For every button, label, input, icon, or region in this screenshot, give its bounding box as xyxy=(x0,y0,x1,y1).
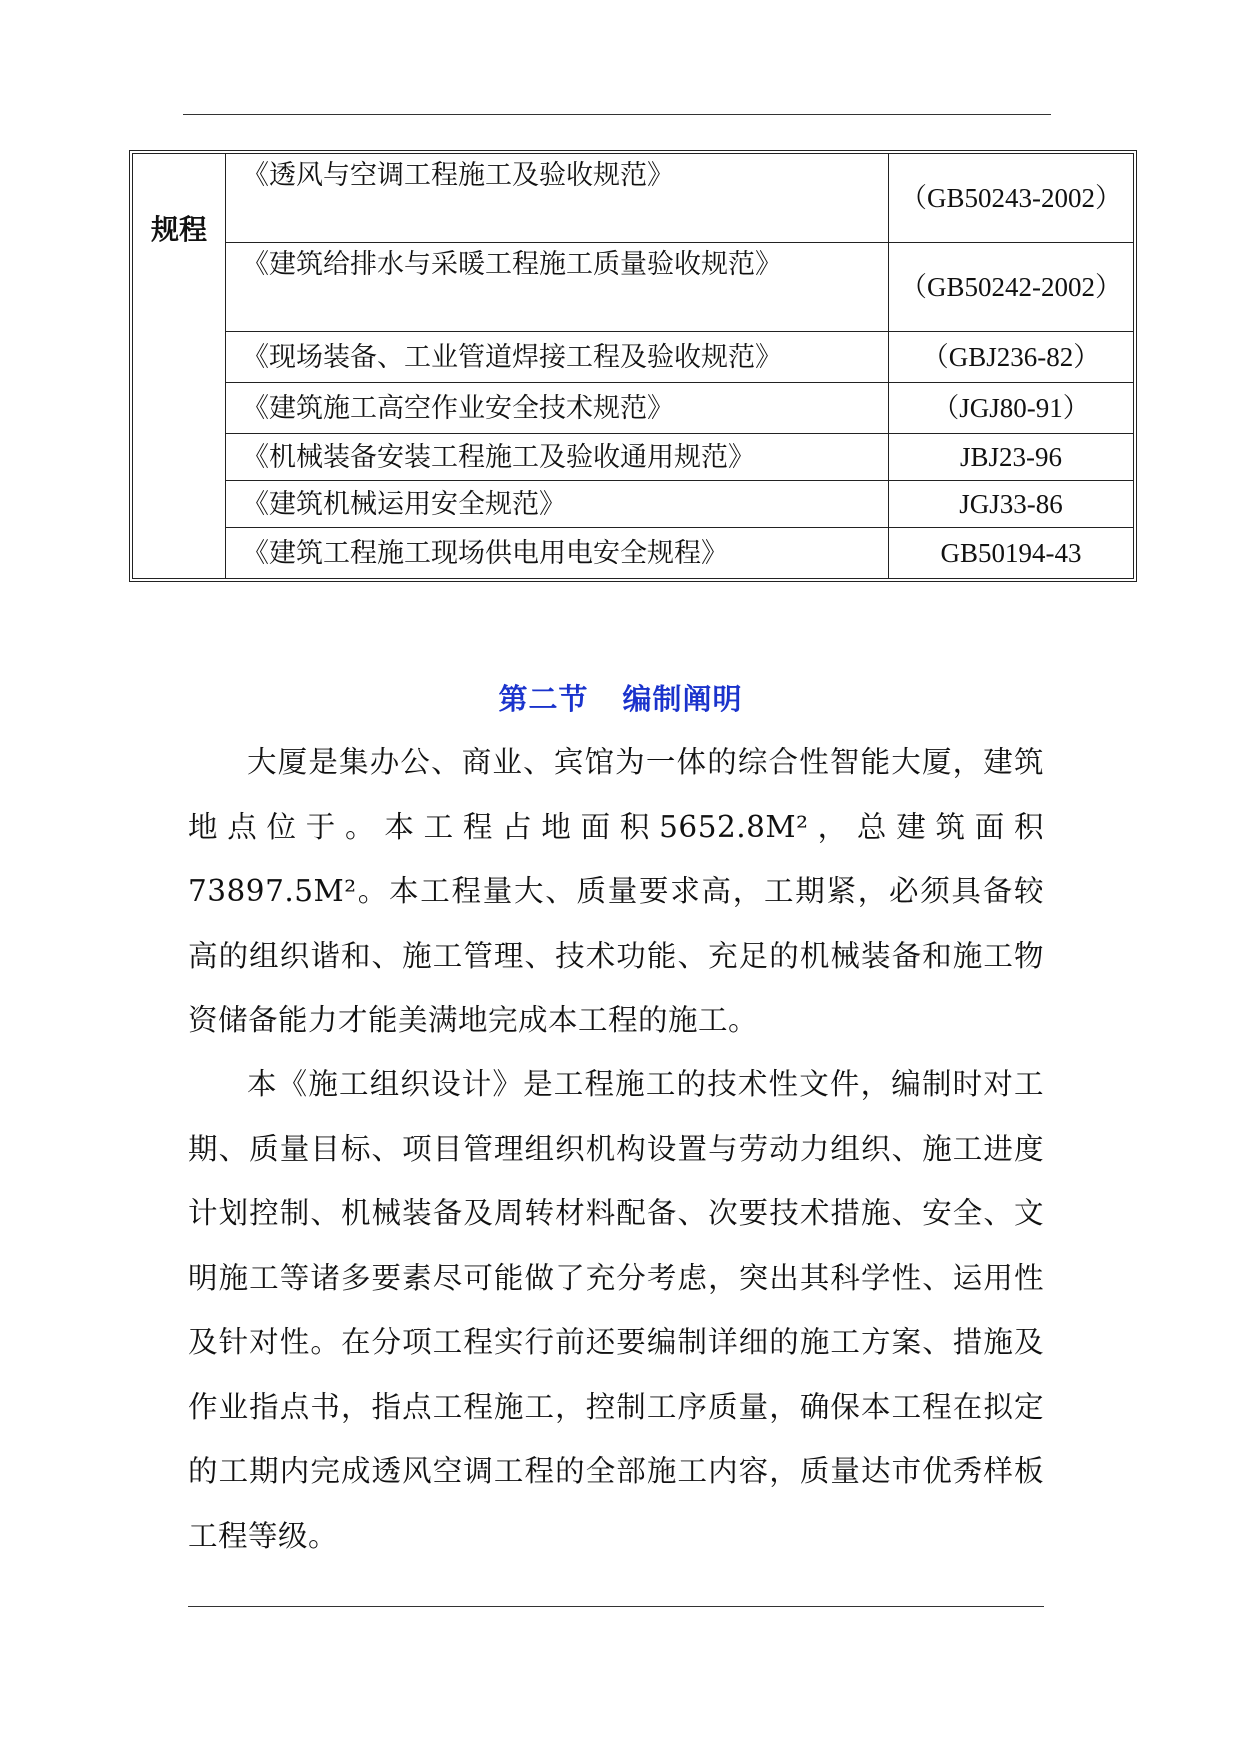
standard-code: JBJ23-96 xyxy=(889,434,1134,481)
section-title: 编制阐明 xyxy=(622,682,743,716)
section-number: 第二节 xyxy=(498,682,589,716)
standards-table xyxy=(129,150,1137,582)
header-rule xyxy=(183,114,1051,115)
table-row xyxy=(133,528,1134,579)
standard-name: 《建筑机械运用安全规范》 xyxy=(226,481,889,528)
standard-name: 《现场装备、工业管道焊接工程及验收规范》 xyxy=(226,332,889,383)
paragraph-design: 本《施工组织设计》是工程施工的技术性文件，编制时对工期、质量目标、项目管理组织机构设置与劳动力组织、施工进度计划控制、机械装备及周转材料配备、次要技术措施、安全、文明施工等诸多要素尽可能做了充分考虑，突出其科学性、运用性及针对性。在分项工程实行前还要编制详细的施工方案、措施及作业指点书，指点工程施工，控制工序质量，确保本工程在拟定的工期内完成透风空调工程的全部施工内容，质量达市优秀样板工程等级。 xyxy=(188,1067,1044,1553)
standard-name: 《建筑工程施工现场供电用电安全规程》 xyxy=(226,528,889,579)
table-row xyxy=(133,434,1134,481)
standard-name: 《机械装备安装工程施工及验收通用规范》 xyxy=(226,434,889,481)
paragraph-intro: 大厦是集办公、商业、宾馆为一体的综合性智能大厦，建筑地点位于。本工程占地面积5652.8M²，总建筑面积73897.5M²。本工程量大、质量要求高，工期紧，必须具备较高的组织谐和、施工管理、技术功能、充足的机械装备和施工物资储备能力才能美满地完成本工程的施工。 xyxy=(188,745,1044,1037)
table-row xyxy=(133,481,1134,528)
standard-code: GB50194-43 xyxy=(889,528,1134,579)
standard-code: （JGJ80-91） xyxy=(889,383,1134,434)
standard-code: JGJ33-86 xyxy=(889,481,1134,528)
category-cell: 规程 xyxy=(133,154,226,579)
standard-code: （GB50242-2002） xyxy=(889,243,1134,332)
section-heading xyxy=(0,677,1241,718)
standard-name: 《透风与空调工程施工及验收规范》 xyxy=(226,154,889,243)
table-row xyxy=(133,383,1134,434)
table-row xyxy=(133,243,1134,332)
table-row xyxy=(133,154,1134,243)
standard-code: （GBJ236-82） xyxy=(889,332,1134,383)
standard-name: 《建筑给排水与采暖工程施工质量验收规范》 xyxy=(226,243,889,332)
footer-rule xyxy=(188,1606,1044,1607)
standard-name: 《建筑施工高空作业安全技术规范》 xyxy=(226,383,889,434)
table-row xyxy=(133,332,1134,383)
standard-code: （GB50243-2002） xyxy=(889,154,1134,243)
